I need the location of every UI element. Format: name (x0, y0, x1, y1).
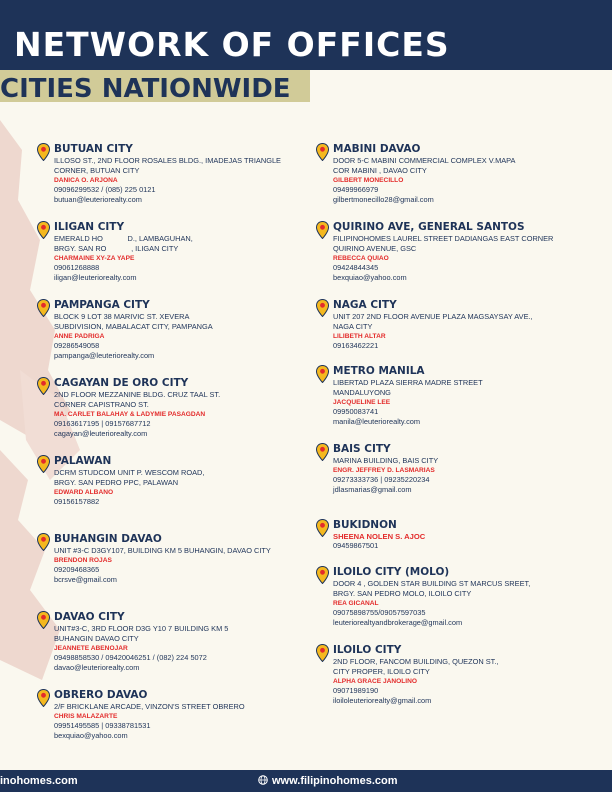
map-pin-icon (37, 221, 50, 239)
office-address-line: BLOCK 9 LOT 38 MARIVIC ST. XEVERA (54, 312, 190, 321)
office-phone: 09950083741 (333, 407, 379, 416)
office-entry (316, 443, 586, 519)
office-contact-person: REA GICANAL (333, 600, 379, 607)
map-pin-icon (37, 299, 50, 317)
office-address-line: FILIPINOHOMES LAUREL STREET DADIANGAS EAST CORNER (333, 234, 554, 243)
office-city: MABINI DAVAO (333, 143, 421, 155)
office-email[interactable]: davao@leuteriorealty.com (54, 663, 140, 672)
office-entry (316, 299, 586, 365)
office-city: CAGAYAN DE ORO CITY (54, 377, 189, 389)
office-contact-person: BRENDON ROJAS (54, 557, 112, 564)
page-title: NETWORK OF OFFICES (14, 25, 450, 64)
office-address-line: CORNER, BUTUAN CITY (54, 166, 140, 175)
office-email[interactable]: butuan@leuteriorealty.com (54, 195, 142, 204)
office-entry (316, 143, 586, 221)
office-entry (37, 377, 307, 455)
office-city: QUIRINO AVE, GENERAL SANTOS (333, 221, 525, 233)
office-phone: 09163462221 (333, 341, 379, 350)
office-contact-person: SHEENA NOLEN S. AJOC (333, 532, 426, 541)
office-address-line: MANDALUYONG (333, 388, 391, 397)
office-email[interactable]: manila@leuteriorealty.com (333, 417, 421, 426)
office-entry (316, 365, 586, 443)
map-pin-icon (316, 299, 329, 317)
office-contact-person: ANNE PADRIGA (54, 333, 105, 340)
map-pin-icon (37, 143, 50, 161)
office-entry (37, 689, 307, 767)
office-phone: 09163617195 | 09157687712 (54, 419, 151, 428)
office-contact-person: ENGR. JEFFREY D. LASMARIAS (333, 467, 435, 474)
office-city: BUTUAN CITY (54, 143, 133, 155)
office-city: BUKIDNON (333, 519, 397, 531)
office-address-line: BUHANGIN DAVAO CITY (54, 634, 139, 643)
office-email[interactable]: bexquiao@yahoo.com (54, 731, 128, 740)
office-entry (316, 566, 586, 644)
office-address-line: BRGY. SAN PEDRO PPC, PALAWAN (54, 478, 179, 487)
office-entry (37, 299, 307, 377)
office-entry (37, 143, 307, 221)
office-city: BAIS CITY (333, 443, 391, 455)
office-phone: 09286549058 (54, 341, 100, 350)
office-address-line: BRGY. SAN PEDRO MOLO, ILOILO CITY (333, 589, 472, 598)
map-pin-icon (37, 689, 50, 707)
map-pin-icon (316, 143, 329, 161)
office-contact-person: LILIBETH ALTAR (333, 333, 386, 340)
office-address-line: CITY PROPER, ILOILO CITY (333, 667, 430, 676)
footer-website-url[interactable]: www.filipinohomes.com (272, 775, 398, 787)
office-address-line: LIBERTAD PLAZA SIERRA MADRE STREET (333, 378, 483, 387)
map-pin-icon (316, 365, 329, 383)
office-city: METRO MANILA (333, 365, 425, 377)
office-email[interactable]: gilbertmonecillo28@gmail.com (333, 195, 434, 204)
office-city: ILOILO CITY (333, 644, 402, 656)
office-contact-person: EDWARD ALBANO (54, 489, 114, 496)
office-address-line: 2/F BRICKLANE ARCADE, VINZON'S STREET OBRERO (54, 702, 245, 711)
office-city: NAGA CITY (333, 299, 397, 311)
office-address-line: UNIT #3-C D3GY107, BUILDING KM 5 BUHANGIN, DAVAO CITY (54, 546, 271, 555)
map-pin-icon (316, 566, 329, 584)
office-phone: 09498858530 / 09420046251 / (082) 224 5072 (54, 653, 207, 662)
office-city: PAMPANGA CITY (54, 299, 150, 311)
office-contact-person: JACQUELINE LEE (333, 399, 391, 406)
office-address-line: DOOR 5-C MABINI COMMERCIAL COMPLEX V.MAPA (333, 156, 516, 165)
office-city: ILIGAN CITY (54, 221, 125, 233)
office-address-line: DCRM STUDCOM UNIT P. WESCOM ROAD, (54, 468, 205, 477)
office-contact-person: DANICA O. ARJONA (54, 177, 118, 184)
footer-website[interactable] (258, 775, 398, 787)
office-address-line: 2ND FLOOR MEZZANINE BLDG. CRUZ TAAL ST. (54, 390, 221, 399)
footer-website-partial[interactable]: inohomes.com (0, 775, 78, 787)
office-contact-person: JEANNETE ABENOJAR (54, 645, 128, 652)
office-entry (316, 519, 586, 566)
office-address-line: BRGY. SAN RO , ILIGAN CITY (54, 244, 179, 253)
page-subtitle: CITIES NATIONWIDE (0, 74, 291, 104)
office-phone: 09273333736 | 09235220234 (333, 475, 430, 484)
map-pin-icon (37, 377, 50, 395)
office-email[interactable]: iloiloleuteriorealty@gmail.com (333, 696, 432, 705)
office-address-line: 2ND FLOOR, FANCOM BUILDING, QUEZON ST., (333, 657, 499, 666)
office-phone: 09951495585 | 09338781531 (54, 721, 151, 730)
office-address-line: NAGA CITY (333, 322, 373, 331)
office-city: BUHANGIN DAVAO (54, 533, 162, 545)
office-phone: 09156157882 (54, 497, 100, 506)
office-phone: 09061268888 (54, 263, 100, 272)
office-address-line: UNIT 207 2ND FLOOR AVENUE PLAZA MAGSAYSAY AVE., (333, 312, 533, 321)
office-address-line: EMERALD HO D., LAMBAGUHAN, (54, 234, 193, 243)
office-address-line: DOOR 4 , GOLDEN STAR BUILDING ST MARCUS SREET, (333, 579, 531, 588)
office-contact-person: ALPHA GRACE JANOLINO (333, 678, 418, 685)
map-pin-icon (37, 455, 50, 473)
office-contact-person: REBECCA QUIAO (333, 255, 389, 262)
office-address-line: SUBDIVISION, MABALACAT CITY, PAMPANGA (54, 322, 213, 331)
office-entry (37, 221, 307, 299)
office-phone: 09209468365 (54, 565, 100, 574)
map-pin-icon (37, 611, 50, 629)
globe-icon (258, 775, 268, 785)
office-contact-person: MA. CARLET BALAHAY & LADYMIE PASAGDAN (54, 411, 206, 418)
office-email[interactable]: leuteriorealtyandbrokerage@gmail.com (333, 618, 463, 627)
office-city: OBRERO DAVAO (54, 689, 148, 701)
office-address-line: MARINA BUILDING, BAIS CITY (333, 456, 439, 465)
office-entry (316, 221, 586, 299)
map-pin-icon (316, 443, 329, 461)
office-contact-person: CHARMAINE XY-ZA YAPE (54, 255, 135, 262)
office-entry (316, 644, 586, 722)
office-email[interactable]: pampanga@leuteriorealty.com (54, 351, 155, 360)
office-address-line: QUIRINO AVENUE, GSC (333, 244, 417, 253)
office-phone: 09499966979 (333, 185, 379, 194)
office-city: PALAWAN (54, 455, 112, 467)
office-address-line: UNIT#3-C, 3RD FLOOR D3G Y10 7 BUILDING KM 5 (54, 624, 229, 633)
office-email[interactable]: bcrsve@gmail.com (54, 575, 117, 584)
office-address-line: COR MABINI , DAVAO CITY (333, 166, 427, 175)
office-phone: 09096299532 / (085) 225 0121 (54, 185, 156, 194)
office-email[interactable]: cagayan@leuteriorealty.com (54, 429, 148, 438)
office-phone: 09071989190 (333, 686, 379, 695)
office-email[interactable]: iligan@leuteriorealty.com (54, 273, 137, 282)
office-phone: 09424844345 (333, 263, 379, 272)
office-phone: 09459867501 (333, 541, 379, 550)
map-pin-icon (316, 221, 329, 239)
office-contact-person: GILBERT MONECILLO (333, 177, 404, 184)
office-address-line: CORNER CAPISTRANO ST. (54, 400, 149, 409)
office-city: ILOILO CITY (MOLO) (333, 566, 450, 578)
office-entry (37, 533, 307, 611)
office-entry (37, 455, 307, 533)
office-column-left (37, 143, 307, 767)
office-contact-person: CHRIS MALAZARTE (54, 713, 118, 720)
office-city: DAVAO CITY (54, 611, 125, 623)
map-pin-icon (316, 644, 329, 662)
office-column-right (316, 143, 586, 722)
office-address-line: ILLOSO ST., 2ND FLOOR ROSALES BLDG., IMADEJAS TRIANGLE (54, 156, 281, 165)
office-entry (37, 611, 307, 689)
map-pin-icon (37, 533, 50, 551)
office-email[interactable]: bexquiao@yahoo.com (333, 273, 407, 282)
office-phone: 09075898755/09057597035 (333, 608, 426, 617)
map-pin-icon (316, 519, 329, 537)
office-email[interactable]: jdlasmarias@gmail.com (333, 485, 412, 494)
